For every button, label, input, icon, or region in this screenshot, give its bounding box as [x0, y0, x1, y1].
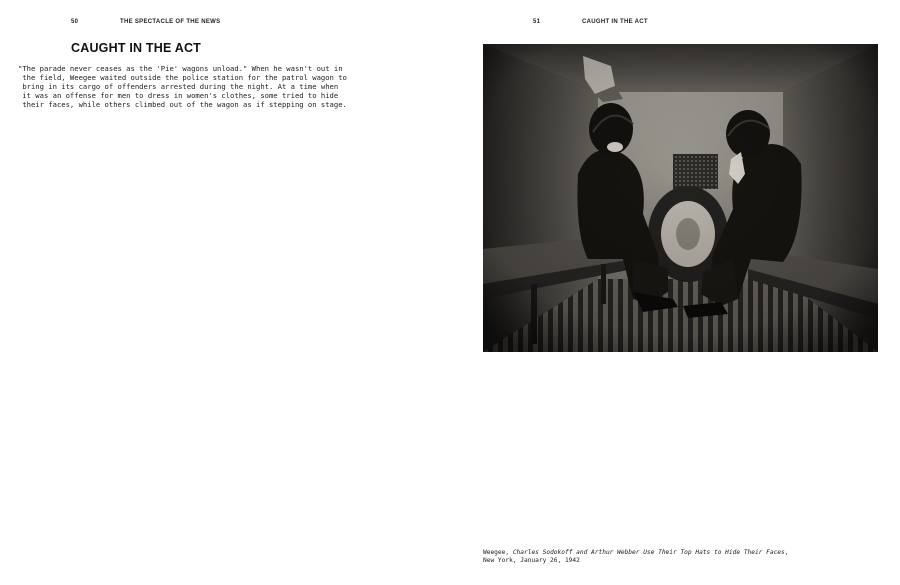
page-title: CAUGHT IN THE ACT — [71, 41, 202, 55]
page-number-right: 51 — [533, 19, 541, 25]
body-paragraph — [18, 64, 378, 109]
running-head-left: THE SPECTACLE OF THE NEWS — [120, 19, 221, 25]
page-number-left: 50 — [71, 19, 79, 25]
caption-line-1 — [483, 549, 873, 557]
body-line: "The parade never ceases as the 'Pie' wagons unload." When he wasn't out in — [18, 64, 343, 73]
body-line: their faces, while others climbed out of the wagon as if stepping on stage. — [18, 100, 347, 109]
photograph-illustration — [483, 44, 878, 352]
caption-separator: , — [784, 549, 789, 556]
caption-place-date: New York, January 26, 1942 — [483, 557, 580, 564]
body-line: the field, Weegee waited outside the police station for the patrol wagon to — [18, 73, 347, 82]
caption-title: Charles Sodokoff and Arthur Webber Use Their Top Hats to Hide Their Faces — [512, 549, 785, 556]
photo-caption — [483, 549, 873, 565]
right-page — [450, 0, 900, 585]
body-line: it was an offense for men to dress in women's clothes, some tried to hide — [18, 91, 339, 100]
caption-credit: Weegee, — [483, 549, 513, 556]
photograph — [483, 44, 878, 352]
body-line: bring in its cargo of offenders arrested during the night. At a time when — [18, 82, 339, 91]
running-head-right: CAUGHT IN THE ACT — [582, 19, 648, 25]
